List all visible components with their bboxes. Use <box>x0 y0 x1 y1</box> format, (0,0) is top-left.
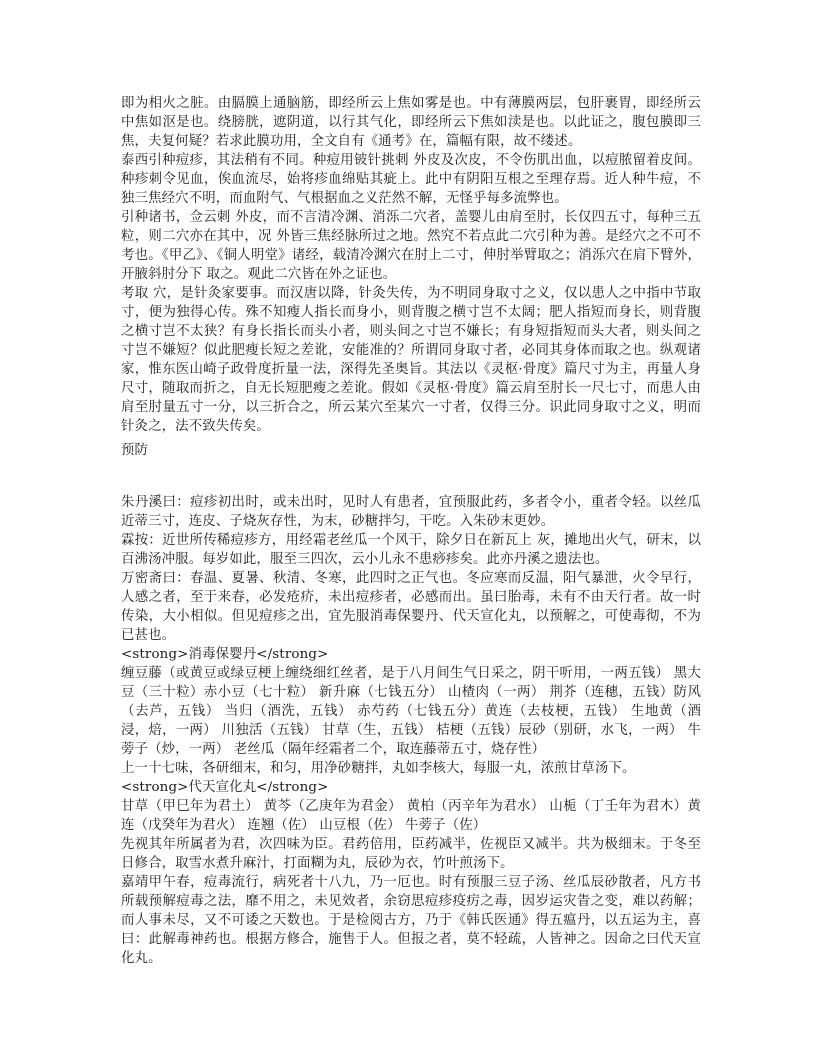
paragraph: 朱丹溪曰：痘疹初出时，或未出时，见时人有患者，宜预服此药，多者令小，重者令轻。以丝瓜近蒂三寸，连皮、子烧灰存性，为末，砂糖拌匀，干吃。入朱砂末更妙。 <box>121 495 701 529</box>
text-block-top <box>121 94 701 436</box>
paragraph: 嘉靖甲午春，痘毒流行，病死者十八九，乃一厄也。时有预服三豆子汤、丝瓜辰砂散者，凡方书所载预解痘毒之法，靡不用之，未见效者，余窃思痘疹疫疠之毒，因岁运灾眚之变，难以药解；而人事未尽，又不可诿之天数也。于是检阅古方，乃于《韩氏医通》得五瘟丹，以五运为主，喜曰：此解毒神药也。根据方修合，施售于人。但报之者，莫不轻疏，人皆神之。因命之曰代天宣化丸。 <box>121 875 701 966</box>
paragraph: 引种诸书，佥云刺 外皮，而不言清冷渊、消泺二穴者，盖婴儿由肩至肘，长仅四五寸，每种三五粒，则二穴亦在其中，况 外皆三焦经脉所过之地。然究不若点此二穴引种为善。是经穴之不可不考也。《甲乙》、《铜人明堂》诸经，载清冷渊穴在肘上二寸，伸肘举臂取之；消泺穴在肩下臂外，开腋斜肘分下 取之。观此二穴皆在外之证也。 <box>121 210 701 282</box>
formula-title-raw: <strong>消毒保婴丹</strong> <box>121 647 329 662</box>
formula-preparation: 上一十七味，各研细末，和匀，用净砂糖拌，丸如李核大，每服一丸，浓煎甘草汤下。 <box>121 761 636 776</box>
paragraph: 泰西引种痘疹，其法稍有不同。种痘用铍针挑刺 外皮及次皮，不令伤肌出血，以痘脓留着皮间。种疹刺令见血，俟血流尽，始将疹血绵贴其疵上。此中有阴阳互根之至理存焉。近人种牛痘，不独三焦经穴不明，而血附气、气根据血之义茫然不解，无怪乎每多流弊也。 <box>121 153 701 206</box>
formula-preparation: 先视其年所属者为君，次四味为臣。君药倍用，臣药减半，佐视臣又减半。共为极细末。于冬至日修合，取雪水煮升麻汁，打面糊为丸，辰砂为衣，竹叶煎汤下。 <box>121 837 701 871</box>
paragraph: 霖按：近世所传稀痘疹方，用经霜老丝瓜一个风干，除夕日在新瓦上 灰，摊地出火气，研末，以百沸汤冲服。每岁如此，服至三四次，云小儿永不患痧疹矣。此亦丹溪之遗法也。 <box>121 533 701 567</box>
section-heading-block <box>121 441 701 460</box>
formula-ingredients: 缠豆藤（或黄豆或绿豆梗上缠绕细红丝者，是于八月间生气日采之，阴干听用，一两五钱） 黑大豆（三十粒）赤小豆（七十粒） 新升麻（七钱五分） 山楂肉（一两） 荆芥（连穗，五钱）防风（去芦，五钱） 当归（酒洗，五钱） 赤芍药（七钱五分）黄连（去枝梗，五钱） 生地黄（酒浸，焙，一两） 川独活（五钱） 甘草（生，五钱） 桔梗（五钱）辰砂（别研，水飞，一两） 牛蒡子（炒，一两） 老丝瓜（隔年经霜者二个，取连藤蒂五寸，烧存性） <box>121 666 701 757</box>
text-block-bottom <box>121 493 701 968</box>
paragraph: 考取 穴，是针灸家要事。而汉唐以降，针灸失传，为不明同身取寸之义，仅以患人之中指中节取寸，便为独得心传。殊不知瘦人指长而身小，则背腹之横寸岂不太阔；肥人指短而身长，则背腹之横寸岂不太狭？有身长指长而头小者，则头间之寸岂不嫌长；有身短指短而头大者，则头间之寸岂不嫌短？似此肥瘦长短之差讹，安能准的？所谓同身取寸者，必同其身体而取之也。纵观诸家，惟东医山崎子政骨度折量一法，深得先圣奥旨。其法以《灵枢·骨度》篇尺寸为主，再量人身尺寸，随取而折之，自无长短肥瘦之差讹。假如《灵枢·骨度》篇云肩至肘长一尺七寸，而患人由肩至肘量五寸一分，以三折合之，所云某穴至某穴一寸者，仅得三分。识此同身取寸之义，明而针灸之，法不致失传矣。 <box>121 286 701 434</box>
paragraph: 万密斋曰：春温、夏暑、秋清、冬寒，此四时之正气也。冬应寒而反温，阳气暴泄，火令早行，人感之者，至于来春，必发疮疥，未出痘疹者，必感而出。虽曰胎毒，未有不由天行者。故一时传染，大小相似。但见痘疹之出，宜先服消毒保婴丹、代天宣化丸，以预解之，可使毒彻，不为已甚也。 <box>121 571 701 643</box>
formula-title-raw: <strong>代天宣化丸</strong> <box>121 780 329 795</box>
paragraph: 即为相火之脏。由膈膜上通脑筋，即经所云上焦如雾是也。中有薄膜两层，包肝裹胃，即经所云中焦如沤是也。绕膀胱，遮阴道，以行其气化，即经所云下焦如渎是也。以此证之，腹包膜即三焦，夫复何疑？若求此膜功用，全文自有《通考》在，篇幅有限，故不缕述。 <box>121 96 701 149</box>
formula-ingredients: 甘草（甲巳年为君土） 黄芩（乙庚年为君金） 黄柏（丙辛年为君水） 山栀（丁壬年为君木）黄连（戊癸年为君火） 连翘（佐） 山豆根（佐） 牛蒡子（佐） <box>121 799 701 833</box>
section-heading: 预防 <box>121 443 149 458</box>
